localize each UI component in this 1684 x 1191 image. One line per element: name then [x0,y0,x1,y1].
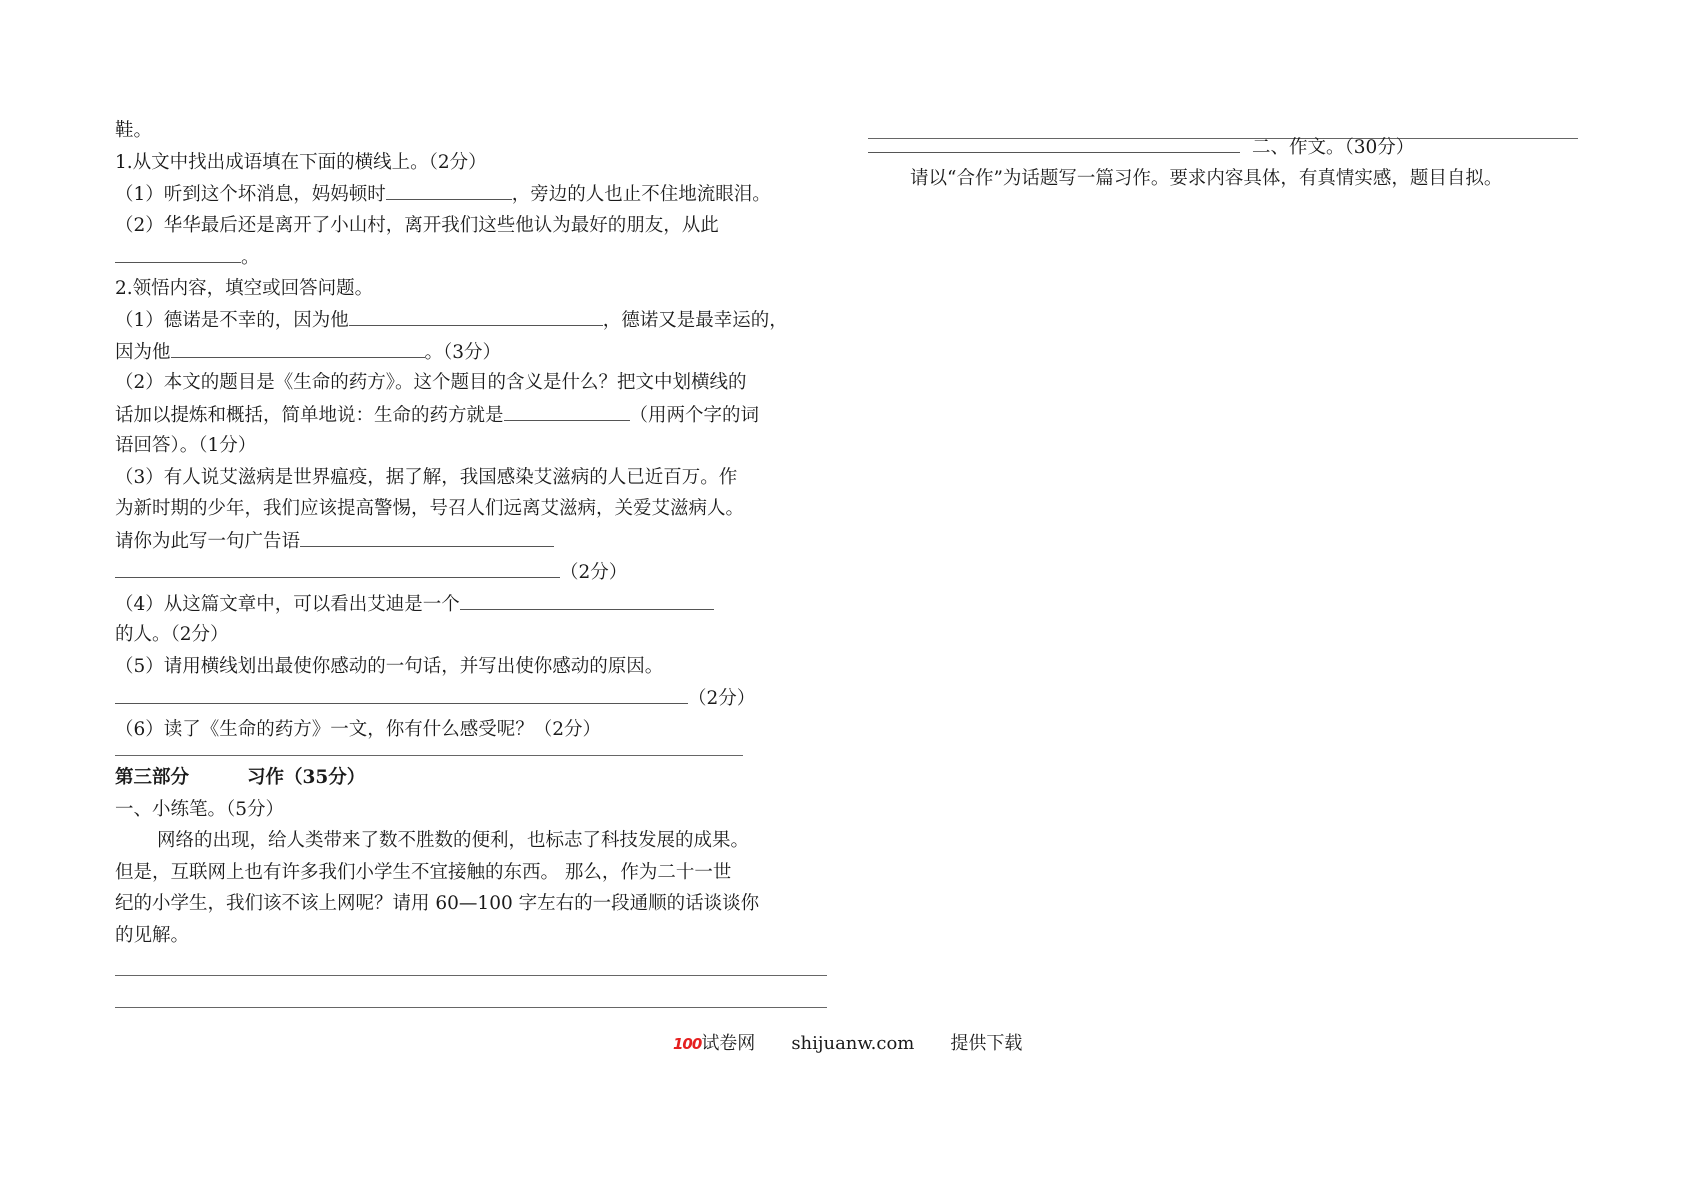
question-2-1: （1）德诺是不幸的，因为他 ，德诺又是最幸运的， [115,304,827,336]
site-name: 试卷网 [701,1033,756,1054]
answer-blank[interactable] [115,241,241,263]
question-2-5-answer: （2分） [115,682,827,714]
answer-blank[interactable] [386,178,512,200]
site-url[interactable]: shijuanw.com [791,1033,915,1054]
left-column [115,115,827,1008]
question-2-2: （2）本文的题目是《生命的药方》。这个题目的含义是什么？把文中划横线的 [115,372,747,393]
download-note: 提供下载 [950,1033,1023,1054]
question-2-6: （6）读了《生命的药方》一文，你有什么感受呢？（2分） [115,718,602,740]
composition-heading: 二、作文。（30分） [868,131,1588,163]
answer-line[interactable] [115,975,827,976]
answer-line[interactable] [115,755,743,756]
answer-blank[interactable] [504,399,630,421]
answer-blank[interactable] [115,682,688,704]
page-footer [673,1029,1022,1055]
question-1-2: （2）华华最后还是离开了小山村，离开我们这些他认为最好的朋友，从此 [115,214,719,236]
answer-blank[interactable] [300,525,554,547]
question-2-2-end: 语回答）。（1分） [115,435,257,456]
practice-text: 网络的出现，给人类带来了数不胜数的便利，也标志了科技发展的成果。 [157,830,750,851]
question-1-1: （1）听到这个坏消息，妈妈顿时 ，旁边的人也止不住地流眼泪。 [115,178,827,210]
answer-line[interactable] [115,1007,827,1008]
answer-blank[interactable] [115,556,560,578]
site-logo: 100 [673,1035,702,1053]
question-2-3: （3）有人说艾滋病是世界瘟疫，据了解，我国感染艾滋病的人已近百万。作 [115,466,738,488]
answer-blank[interactable] [868,131,1240,153]
answer-blank[interactable] [349,304,603,326]
question-1-2-cont: 。 [115,241,827,273]
composition-prompt: 请以“合作”为话题写一篇习作。要求内容具体，有真情实感，题目自拟。 [910,167,1503,189]
question-2-5: （5）请用横线划出最使你感动的一句话，并写出使你感动的原因。 [115,655,664,677]
part3-heading: 第三部分 习作（35分） [115,767,366,788]
right-column [868,115,1588,194]
question-2-4: （4）从这篇文章中，可以看出艾迪是一个 [115,588,827,620]
question-2-3-prompt: 请你为此写一句广告语 [115,525,827,557]
practice-text: 纪的小学生，我们该不该上网呢？请用 60—100 字左右的一段通顺的话谈谈你 [115,893,760,914]
answer-blank[interactable] [460,588,714,610]
practice-title: 一、小练笔。（5分） [115,798,285,820]
question-2-4-cont: 的人。（2分） [115,624,229,645]
question-2: 2.领悟内容，填空或回答问题。 [115,277,374,299]
text-line: 鞋。 [115,120,153,141]
question-1: 1.从文中找出成语填在下面的横线上。（2分） [115,151,487,173]
question-2-3-cont: 为新时期的少年，我们应该提高警惕，号召人们远离艾滋病，关爱艾滋病人。 [115,498,745,519]
answer-blank[interactable] [171,336,425,358]
practice-text: 但是，互联网上也有许多我们小学生不宜接触的东西。 那么，作为二十一世 [115,861,732,883]
question-2-3-answer: （2分） [115,556,827,588]
question-2-2-cont: 话加以提炼和概括，简单地说：生命的药方就是 （用两个字的词 [115,399,827,431]
practice-text: 的见解。 [115,924,190,946]
question-2-1-cont: 因为他 。（3分） [115,336,827,368]
